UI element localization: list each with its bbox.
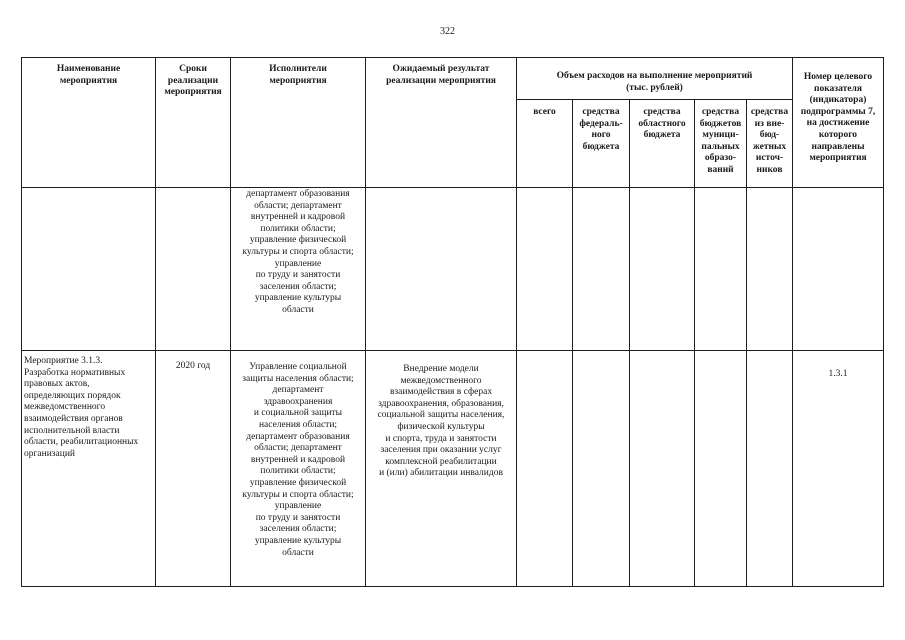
col-line-6 — [629, 99, 630, 587]
row2-period: 2020 год — [175, 361, 211, 371]
header-col-period: Сроки реализации мероприятия — [164, 64, 222, 98]
header-bottom-line — [21, 187, 884, 188]
row1-executors: департамент образования области; департамент внутренней и кадровой политики области; управление физической культуры и спорта области; управление по труду и занятости заселения области; управление культуры области — [242, 189, 354, 315]
header-col-volume: Объем расходов на выполнение мероприятий (тыс. рублей) — [556, 71, 753, 93]
header-col-executors: Исполнители мероприятия — [269, 64, 327, 86]
row2-indicator: 1.3.1 — [828, 369, 848, 379]
subheader-other: средства из вне- бюд- жетных источ- ников — [750, 107, 789, 175]
subheader-municipal: средства бюджетов муници- пальных образо- ваний — [699, 107, 742, 175]
row2-result: Внедрение модели межведомственного взаимодействия в сферах здравоохранения, образования, социальной защиты населения, физической культуры и спорта, труда и занятости заселения при оказании услуг комплексной реабилитации и (или) абилитации инвалидов — [377, 364, 505, 479]
col-line-10 — [883, 57, 884, 587]
subheader-regional: средства областного бюджета — [638, 107, 686, 141]
col-line-1 — [155, 57, 156, 587]
header-col-result: Ожидаемый результат реализации мероприятия — [386, 64, 496, 86]
row-separator-line — [21, 350, 884, 351]
row2-executors: Управление социальной защиты населения области; департамент здравоохранения и социальной защиты населения области; департамент образования области; департамент внутренней и кадровой политики области; управление физической культуры и спорта области; управление по труду и занятости заселения области; управление культуры области — [242, 362, 354, 558]
col-line-0 — [21, 57, 22, 587]
volume-subheader-line — [516, 99, 792, 100]
col-line-5 — [572, 99, 573, 587]
subheader-total: всего — [533, 107, 556, 117]
header-col-indicator: Номер целевого показателя (индикатора) подпрограммы 7, на достижение которого направлены мероприятия — [800, 72, 876, 164]
subheader-federal: средства федераль- ного бюджета — [579, 107, 623, 152]
page-number: 322 — [440, 26, 455, 37]
table-border-top — [21, 57, 884, 58]
table-border-bottom — [21, 586, 884, 587]
col-line-3 — [365, 57, 366, 587]
row2-name: Мероприятие 3.1.3. Разработка нормативных правовых актов, определяющих порядок межведомственного взаимодействия органов исполнительной власти области, реабилитационных организаций — [24, 356, 139, 459]
col-line-4 — [516, 57, 517, 587]
header-col-name: Наименование мероприятия — [56, 64, 121, 86]
